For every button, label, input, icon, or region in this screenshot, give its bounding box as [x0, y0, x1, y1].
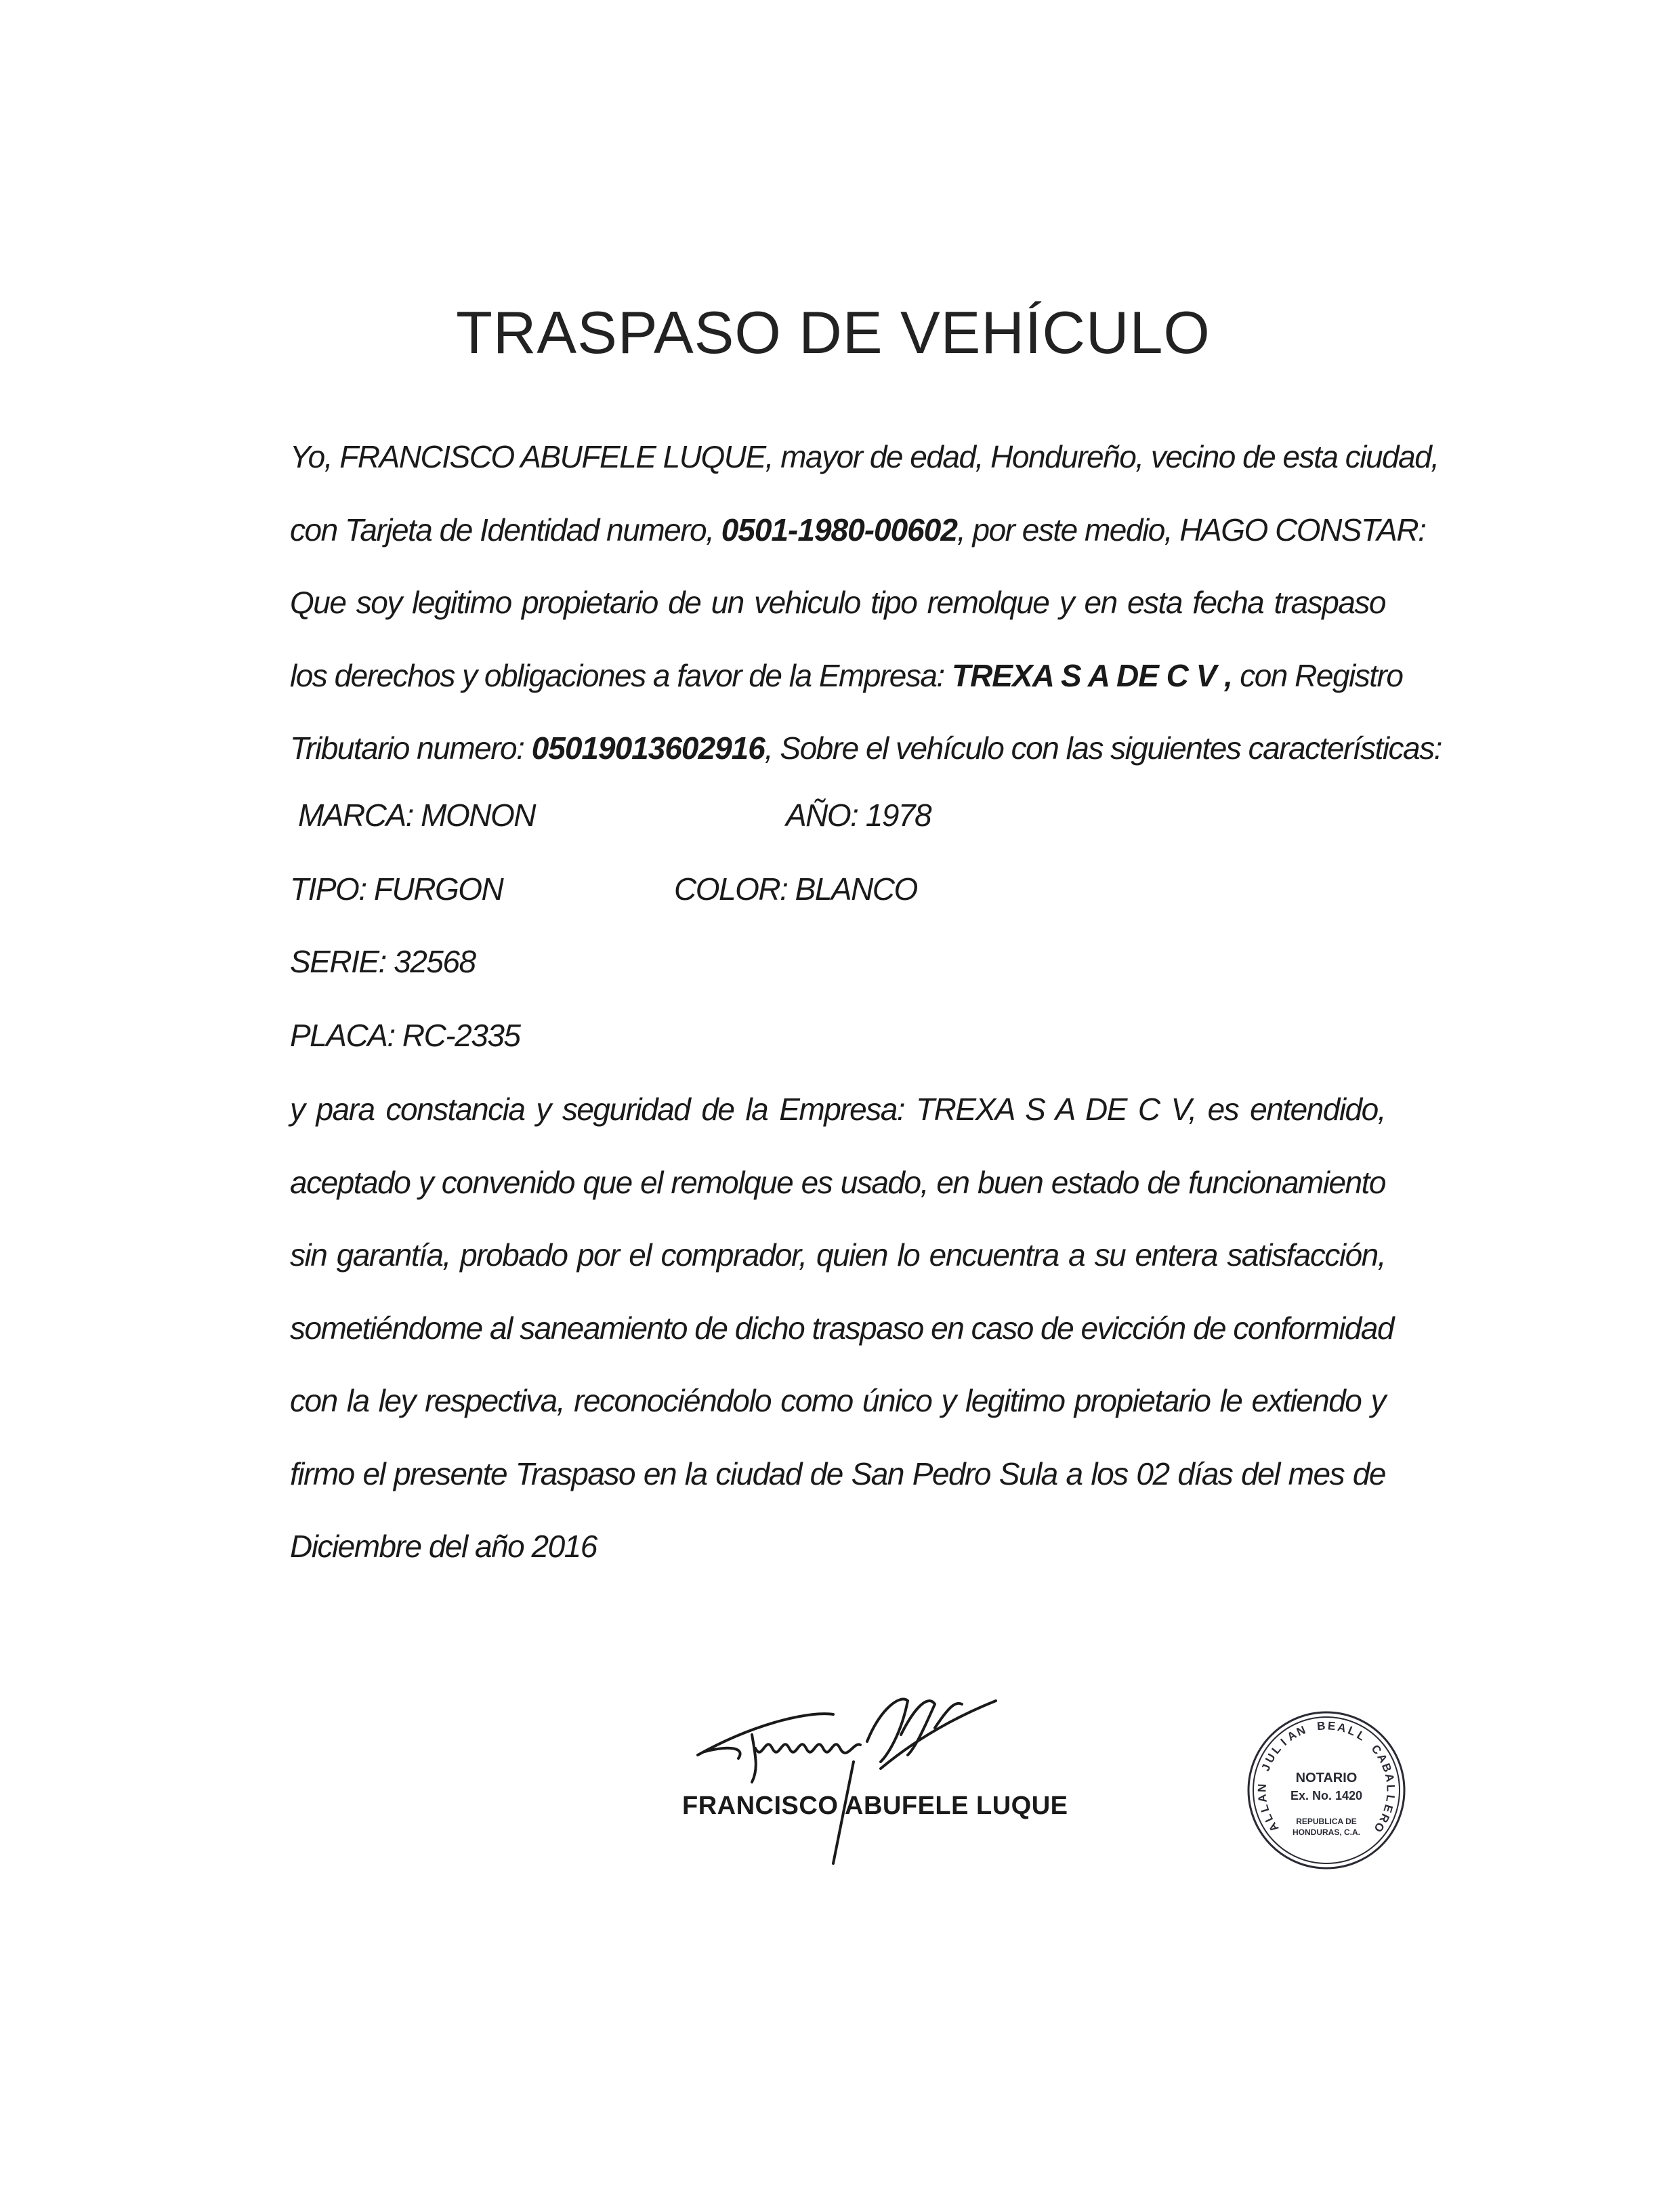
text-segment: FRANCISCO ABUFELE LUQUE, [339, 439, 773, 474]
text-line [290, 1163, 1385, 1201]
text-segment: Que soy legitimo propietario de un vehiculo tipo remolque y en esta fecha traspaso [290, 585, 1385, 620]
stamp-ring-letter: L [1383, 1794, 1398, 1803]
bold-text: 05019013602916 [531, 730, 765, 766]
text-segment: TREXA S A DE C V, [916, 1092, 1196, 1127]
text-segment: es entendido, [1196, 1092, 1385, 1127]
stamp-ring-letter: A [1382, 1772, 1397, 1783]
text-segment: y para constancia y seguridad de la Empresa: [290, 1092, 917, 1127]
stamp-ring-letter: L [1354, 1728, 1368, 1743]
stamp-ring-letter: I [1278, 1736, 1289, 1748]
stamp-number-text: Ex. No. 1420 [1290, 1789, 1363, 1802]
stamp-ring-letter: L [1345, 1723, 1358, 1739]
stamp-ring-letter: N [1255, 1783, 1269, 1793]
text-line [290, 1382, 1385, 1420]
stamp-honduras-text: HONDURAS, C.A. [1292, 1828, 1361, 1837]
stamp-ring-letter: A [1374, 1751, 1390, 1765]
stamp-ring-letter: N [1295, 1723, 1307, 1739]
field-placa: PLACA: RC-2335 [290, 1018, 520, 1053]
text-segment: sometiéndome al saneamiento de dicho traspaso en caso de evicción de conformidad [290, 1310, 1394, 1346]
text-segment: con la ley respectiva, reconociéndolo como único y legitimo propietario le extiendo y [290, 1383, 1385, 1418]
stamp-ring-letter: B [1379, 1761, 1395, 1774]
stamp-ring-letter: E [1381, 1802, 1395, 1815]
text-segment: los derechos y obligaciones a favor de la Empresa: [290, 657, 952, 693]
document-title: TRASPASO DE VEHÍCULO [456, 299, 1211, 366]
text-segment: aceptado y convenido que el remolque es usado, en buen estado de funcionamiento [290, 1164, 1385, 1200]
stamp-ring-letter: U [1263, 1751, 1278, 1765]
stamp-ring-letter: R [1377, 1811, 1392, 1825]
text-segment: firmo el presente Traspaso en la ciudad de San Pedro Sula a los 02 días del mes de [290, 1456, 1385, 1491]
text-segment: , Sobre el vehículo con las siguientes características: [764, 730, 1442, 766]
text-segment: Tributario numero: [290, 730, 532, 766]
signer-name: FRANCISCO ABUFELE LUQUE [682, 1792, 1068, 1820]
text-line [290, 438, 1439, 476]
text-line [290, 729, 1442, 767]
stamp-ring-letter: J [1259, 1762, 1274, 1773]
text-line [290, 1090, 1385, 1128]
field-marca: MARCA: MONON [298, 798, 535, 833]
stamp-ring-letter: C [1368, 1742, 1385, 1757]
stamp-ring-letter: A [1265, 1820, 1282, 1834]
bold-text: 0501-1980-00602 [721, 512, 957, 548]
text-line [290, 1527, 1385, 1565]
stamp-ring-letter: L [1261, 1812, 1276, 1825]
field-tipo: TIPO: FURGON [290, 871, 503, 907]
stamp-ring-letter: O [1371, 1819, 1387, 1835]
stamp-republica-text: REPUBLICA DE [1296, 1817, 1357, 1826]
notary-stamp [1245, 1709, 1408, 1872]
text-segment: , por este medio, HAGO CONSTAR: [957, 512, 1426, 548]
field-color: COLOR: BLANCO [674, 871, 917, 907]
text-segment: Yo, [290, 439, 340, 474]
text-line [290, 657, 1403, 695]
text-line [290, 1236, 1385, 1274]
stamp-ring-letter: A [1284, 1728, 1299, 1744]
field-serie: SERIE: 32568 [290, 944, 476, 979]
stamp-ring-letter: A [1255, 1793, 1269, 1804]
bold-text: TREXA S A DE C V , [951, 657, 1232, 693]
text-line [290, 1309, 1394, 1347]
text-line [290, 511, 1426, 549]
text-line [290, 583, 1385, 621]
text-segment: Diciembre del año 2016 [290, 1529, 597, 1564]
stamp-notario-text: NOTARIO [1295, 1771, 1358, 1786]
stamp-ring-letter: L [1384, 1784, 1398, 1792]
stamp-ring-letter: L [1257, 1803, 1272, 1814]
text-segment: mayor de edad, Hondureño, vecino de esta ciudad, [772, 439, 1439, 474]
signature [677, 1680, 1084, 1870]
text-segment: sin garantía, probado por el comprador, quien lo encuentra a su entera satisfacción, [290, 1237, 1385, 1273]
stamp-ring-letter: B [1316, 1719, 1326, 1733]
text-segment: con Tarjeta de Identidad numero, [290, 512, 721, 548]
field-anio: AÑO: 1978 [786, 798, 931, 833]
stamp-ring-letter: E [1327, 1719, 1337, 1733]
stamp-ring-letter: L [1269, 1743, 1284, 1757]
text-segment: con Registro [1232, 657, 1403, 693]
stamp-ring-letter: A [1336, 1720, 1348, 1735]
text-line [290, 1455, 1385, 1493]
